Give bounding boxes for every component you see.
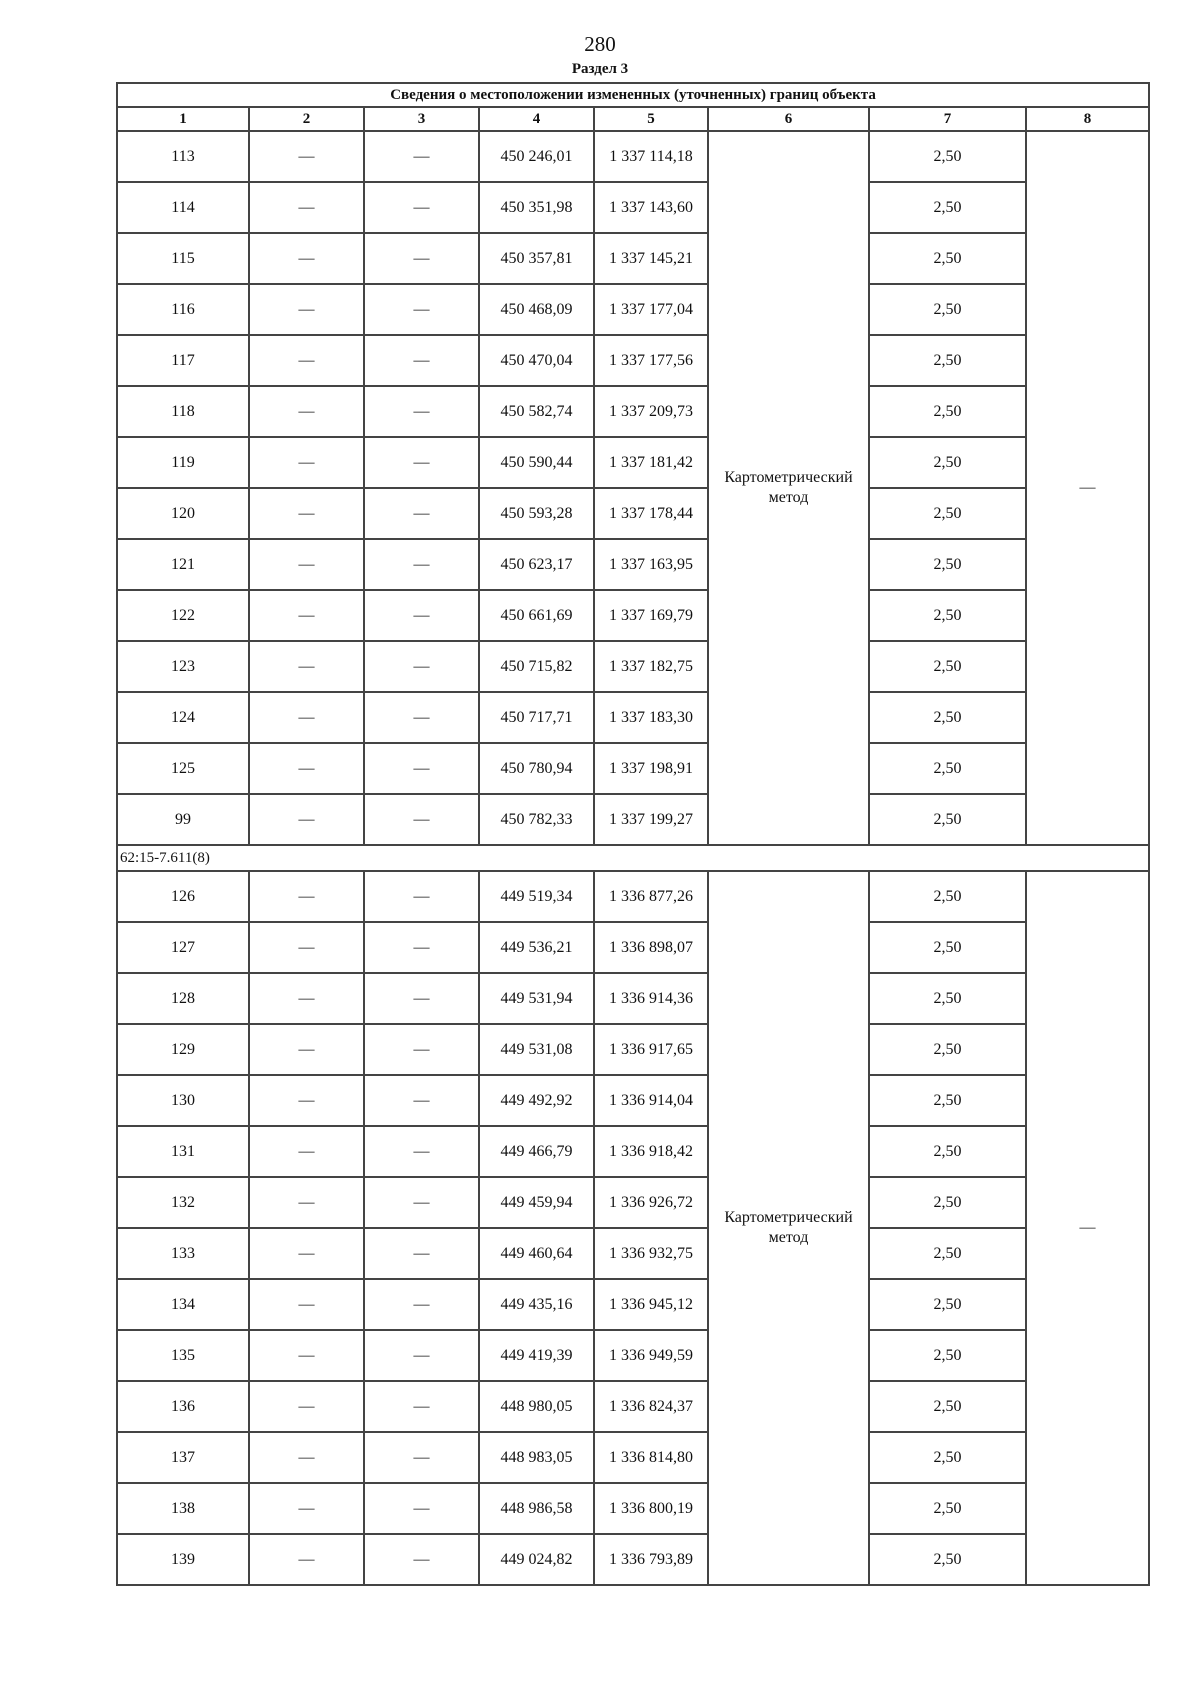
column-number-4: 4	[479, 107, 594, 131]
point-number: 133	[117, 1228, 249, 1279]
accuracy-value: 2,50	[869, 1330, 1026, 1381]
table-row	[117, 641, 1149, 692]
point-number: 119	[117, 437, 249, 488]
table-row	[117, 1330, 1149, 1381]
accuracy-value: 2,50	[869, 743, 1026, 794]
y-coordinate: 1 337 169,79	[594, 590, 708, 641]
column-numbers-row	[117, 107, 1149, 131]
y-coordinate: 1 336 814,80	[594, 1432, 708, 1483]
col8-value: —	[1026, 871, 1149, 1585]
x-coordinate: 449 531,94	[479, 973, 594, 1024]
point-number: 136	[117, 1381, 249, 1432]
x-coordinate: 449 519,34	[479, 871, 594, 922]
col2-value: —	[249, 794, 364, 845]
col2-value: —	[249, 1228, 364, 1279]
x-coordinate: 450 470,04	[479, 335, 594, 386]
point-number: 125	[117, 743, 249, 794]
accuracy-value: 2,50	[869, 386, 1026, 437]
col3-value: —	[364, 743, 479, 794]
point-number: 127	[117, 922, 249, 973]
y-coordinate: 1 336 945,12	[594, 1279, 708, 1330]
table-body	[117, 83, 1149, 1585]
accuracy-value: 2,50	[869, 922, 1026, 973]
col2-value: —	[249, 973, 364, 1024]
x-coordinate: 450 582,74	[479, 386, 594, 437]
accuracy-value: 2,50	[869, 1432, 1026, 1483]
col2-value: —	[249, 437, 364, 488]
point-number: 131	[117, 1126, 249, 1177]
table-row	[117, 1534, 1149, 1585]
col3-value: —	[364, 182, 479, 233]
accuracy-value: 2,50	[869, 1381, 1026, 1432]
col3-value: —	[364, 233, 479, 284]
col2-value: —	[249, 692, 364, 743]
x-coordinate: 450 715,82	[479, 641, 594, 692]
accuracy-value: 2,50	[869, 1177, 1026, 1228]
col2-value: —	[249, 1330, 364, 1381]
y-coordinate: 1 336 914,36	[594, 973, 708, 1024]
y-coordinate: 1 337 209,73	[594, 386, 708, 437]
col3-value: —	[364, 539, 479, 590]
col3-value: —	[364, 1483, 479, 1534]
x-coordinate: 449 460,64	[479, 1228, 594, 1279]
col2-value: —	[249, 182, 364, 233]
table-row	[117, 1177, 1149, 1228]
accuracy-value: 2,50	[869, 182, 1026, 233]
col2-value: —	[249, 488, 364, 539]
x-coordinate: 450 590,44	[479, 437, 594, 488]
col3-value: —	[364, 1279, 479, 1330]
column-number-7: 7	[869, 107, 1026, 131]
accuracy-value: 2,50	[869, 335, 1026, 386]
table-row	[117, 488, 1149, 539]
point-number: 114	[117, 182, 249, 233]
col3-value: —	[364, 1228, 479, 1279]
column-number-1: 1	[117, 107, 249, 131]
accuracy-value: 2,50	[869, 1126, 1026, 1177]
x-coordinate: 449 531,08	[479, 1024, 594, 1075]
col2-value: —	[249, 922, 364, 973]
accuracy-value: 2,50	[869, 488, 1026, 539]
accuracy-value: 2,50	[869, 233, 1026, 284]
col3-value: —	[364, 1432, 479, 1483]
col3-value: —	[364, 1075, 479, 1126]
table-row	[117, 386, 1149, 437]
y-coordinate: 1 336 898,07	[594, 922, 708, 973]
point-number: 126	[117, 871, 249, 922]
x-coordinate: 449 459,94	[479, 1177, 594, 1228]
point-number: 123	[117, 641, 249, 692]
col3-value: —	[364, 794, 479, 845]
y-coordinate: 1 337 177,04	[594, 284, 708, 335]
point-number: 121	[117, 539, 249, 590]
col3-value: —	[364, 1534, 479, 1585]
col2-value: —	[249, 1432, 364, 1483]
point-number: 116	[117, 284, 249, 335]
col3-value: —	[364, 1024, 479, 1075]
table-row	[117, 743, 1149, 794]
accuracy-value: 2,50	[869, 1228, 1026, 1279]
col2-value: —	[249, 1381, 364, 1432]
y-coordinate: 1 337 163,95	[594, 539, 708, 590]
y-coordinate: 1 336 918,42	[594, 1126, 708, 1177]
col3-value: —	[364, 1126, 479, 1177]
col2-value: —	[249, 335, 364, 386]
point-number: 115	[117, 233, 249, 284]
col3-value: —	[364, 386, 479, 437]
col3-value: —	[364, 488, 479, 539]
y-coordinate: 1 336 932,75	[594, 1228, 708, 1279]
col3-value: —	[364, 131, 479, 182]
group-label-row	[117, 845, 1149, 871]
table-row	[117, 539, 1149, 590]
table-row	[117, 1381, 1149, 1432]
x-coordinate: 450 593,28	[479, 488, 594, 539]
col2-value: —	[249, 1075, 364, 1126]
x-coordinate: 449 024,82	[479, 1534, 594, 1585]
col2-value: —	[249, 1024, 364, 1075]
y-coordinate: 1 337 114,18	[594, 131, 708, 182]
table-row	[117, 922, 1149, 973]
y-coordinate: 1 336 949,59	[594, 1330, 708, 1381]
y-coordinate: 1 337 199,27	[594, 794, 708, 845]
col2-value: —	[249, 386, 364, 437]
table-row	[117, 437, 1149, 488]
point-number: 134	[117, 1279, 249, 1330]
x-coordinate: 449 536,21	[479, 922, 594, 973]
x-coordinate: 448 980,05	[479, 1381, 594, 1432]
col2-value: —	[249, 131, 364, 182]
x-coordinate: 449 419,39	[479, 1330, 594, 1381]
col2-value: —	[249, 539, 364, 590]
y-coordinate: 1 336 914,04	[594, 1075, 708, 1126]
accuracy-value: 2,50	[869, 1534, 1026, 1585]
y-coordinate: 1 336 824,37	[594, 1381, 708, 1432]
accuracy-value: 2,50	[869, 590, 1026, 641]
accuracy-value: 2,50	[869, 794, 1026, 845]
y-coordinate: 1 337 181,42	[594, 437, 708, 488]
section-title: Раздел 3	[571, 61, 629, 77]
table-row	[117, 1126, 1149, 1177]
coordinates-table	[116, 82, 1150, 1586]
accuracy-value: 2,50	[869, 284, 1026, 335]
x-coordinate: 450 717,71	[479, 692, 594, 743]
x-coordinate: 449 466,79	[479, 1126, 594, 1177]
y-coordinate: 1 337 178,44	[594, 488, 708, 539]
y-coordinate: 1 337 198,91	[594, 743, 708, 794]
x-coordinate: 449 435,16	[479, 1279, 594, 1330]
y-coordinate: 1 336 800,19	[594, 1483, 708, 1534]
x-coordinate: 450 351,98	[479, 182, 594, 233]
accuracy-value: 2,50	[869, 871, 1026, 922]
table-row	[117, 284, 1149, 335]
accuracy-value: 2,50	[869, 1483, 1026, 1534]
point-number: 139	[117, 1534, 249, 1585]
table-row	[117, 131, 1149, 182]
point-number: 120	[117, 488, 249, 539]
method-cell: Картометрический метод	[708, 131, 869, 845]
accuracy-value: 2,50	[869, 437, 1026, 488]
table-row	[117, 233, 1149, 284]
column-number-2: 2	[249, 107, 364, 131]
method-cell: Картометрический метод	[708, 871, 869, 1585]
col3-value: —	[364, 1330, 479, 1381]
x-coordinate: 448 986,58	[479, 1483, 594, 1534]
accuracy-value: 2,50	[869, 692, 1026, 743]
x-coordinate: 450 782,33	[479, 794, 594, 845]
x-coordinate: 450 246,01	[479, 131, 594, 182]
col3-value: —	[364, 284, 479, 335]
x-coordinate: 448 983,05	[479, 1432, 594, 1483]
table-row	[117, 335, 1149, 386]
point-number: 118	[117, 386, 249, 437]
point-number: 129	[117, 1024, 249, 1075]
accuracy-value: 2,50	[869, 1024, 1026, 1075]
accuracy-value: 2,50	[869, 641, 1026, 692]
col3-value: —	[364, 922, 479, 973]
col3-value: —	[364, 871, 479, 922]
table-row	[117, 1075, 1149, 1126]
col3-value: —	[364, 973, 479, 1024]
point-number: 124	[117, 692, 249, 743]
point-number: 132	[117, 1177, 249, 1228]
table-row	[117, 1483, 1149, 1534]
col2-value: —	[249, 233, 364, 284]
table-row	[117, 1024, 1149, 1075]
col2-value: —	[249, 590, 364, 641]
table-row	[117, 590, 1149, 641]
y-coordinate: 1 336 793,89	[594, 1534, 708, 1585]
table-row	[117, 1432, 1149, 1483]
x-coordinate: 450 780,94	[479, 743, 594, 794]
column-number-6: 6	[708, 107, 869, 131]
y-coordinate: 1 337 183,30	[594, 692, 708, 743]
col3-value: —	[364, 641, 479, 692]
table-row	[117, 973, 1149, 1024]
point-number: 113	[117, 131, 249, 182]
table-row	[117, 1279, 1149, 1330]
table-caption: Сведения о местоположении измененных (уточненных) границ объекта	[117, 83, 1149, 107]
point-number: 117	[117, 335, 249, 386]
col3-value: —	[364, 1177, 479, 1228]
table-row	[117, 871, 1149, 922]
y-coordinate: 1 336 926,72	[594, 1177, 708, 1228]
y-coordinate: 1 337 143,60	[594, 182, 708, 233]
col2-value: —	[249, 1177, 364, 1228]
point-number: 99	[117, 794, 249, 845]
accuracy-value: 2,50	[869, 539, 1026, 590]
col2-value: —	[249, 284, 364, 335]
table-row	[117, 1228, 1149, 1279]
table-row	[117, 692, 1149, 743]
col3-value: —	[364, 590, 479, 641]
x-coordinate: 450 468,09	[479, 284, 594, 335]
point-number: 122	[117, 590, 249, 641]
point-number: 135	[117, 1330, 249, 1381]
x-coordinate: 450 623,17	[479, 539, 594, 590]
accuracy-value: 2,50	[869, 1279, 1026, 1330]
column-number-8: 8	[1026, 107, 1149, 131]
point-number: 128	[117, 973, 249, 1024]
group-label: 62:15-7.611(8)	[117, 845, 1149, 871]
x-coordinate: 450 661,69	[479, 590, 594, 641]
col2-value: —	[249, 1483, 364, 1534]
x-coordinate: 450 357,81	[479, 233, 594, 284]
point-number: 130	[117, 1075, 249, 1126]
col3-value: —	[364, 692, 479, 743]
y-coordinate: 1 336 917,65	[594, 1024, 708, 1075]
col2-value: —	[249, 871, 364, 922]
y-coordinate: 1 337 145,21	[594, 233, 708, 284]
x-coordinate: 449 492,92	[479, 1075, 594, 1126]
table-row	[117, 182, 1149, 233]
table-row	[117, 794, 1149, 845]
column-number-5: 5	[594, 107, 708, 131]
col2-value: —	[249, 743, 364, 794]
y-coordinate: 1 337 182,75	[594, 641, 708, 692]
col2-value: —	[249, 1279, 364, 1330]
col8-value: —	[1026, 131, 1149, 845]
col3-value: —	[364, 437, 479, 488]
col2-value: —	[249, 1126, 364, 1177]
accuracy-value: 2,50	[869, 1075, 1026, 1126]
y-coordinate: 1 337 177,56	[594, 335, 708, 386]
col3-value: —	[364, 1381, 479, 1432]
column-number-3: 3	[364, 107, 479, 131]
accuracy-value: 2,50	[869, 973, 1026, 1024]
col2-value: —	[249, 1534, 364, 1585]
page-number: 280	[584, 32, 616, 56]
point-number: 138	[117, 1483, 249, 1534]
y-coordinate: 1 336 877,26	[594, 871, 708, 922]
accuracy-value: 2,50	[869, 131, 1026, 182]
col3-value: —	[364, 335, 479, 386]
col2-value: —	[249, 641, 364, 692]
point-number: 137	[117, 1432, 249, 1483]
